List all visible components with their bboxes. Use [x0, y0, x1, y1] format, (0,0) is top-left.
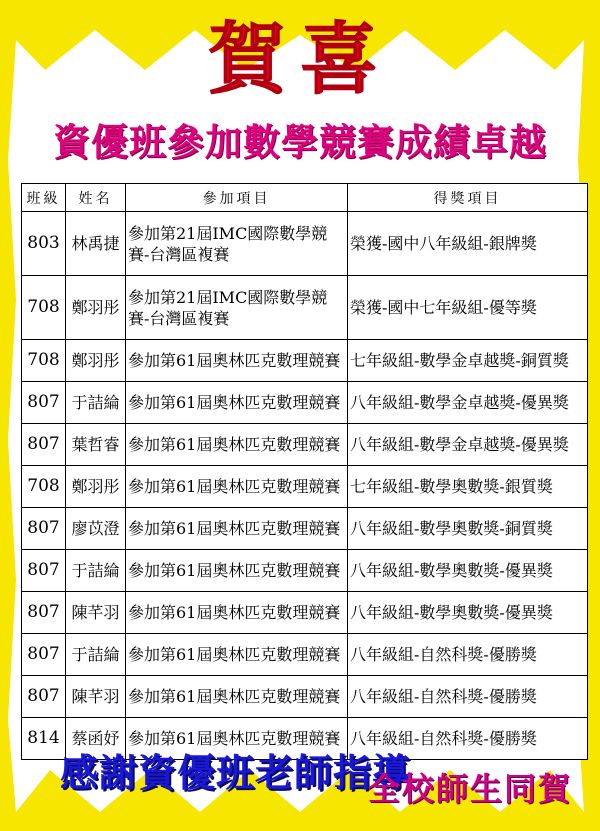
cell-award: 八年級組-自然科獎-優勝獎: [348, 718, 588, 760]
cell-name: 林禹捷: [66, 212, 126, 276]
header-award: 得獎項目: [348, 184, 588, 212]
cell-class: 814: [22, 718, 66, 760]
cell-award: 八年級組-數學金卓越獎-優異獎: [348, 382, 588, 424]
cell-event: 參加第61屆奧林匹克數理競賽: [126, 508, 348, 550]
cell-award: 榮獲-國中七年級組-優等獎: [348, 276, 588, 340]
cell-event: 參加第61屆奧林匹克數理競賽: [126, 424, 348, 466]
footer-congrats: 全校師生同賀: [368, 770, 573, 808]
cell-class: 807: [22, 508, 66, 550]
cell-event: 參加第61屆奧林匹克數理競賽: [126, 676, 348, 718]
cell-name: 陳芊羽: [66, 592, 126, 634]
cell-event: 參加第61屆奧林匹克數理競賽: [126, 634, 348, 676]
cell-award: 七年級組-數學奧數獎-銀質獎: [348, 466, 588, 508]
page-title: 賀喜: [207, 15, 392, 105]
table-row: [22, 276, 588, 340]
cell-class: 803: [22, 212, 66, 276]
table-row: [22, 466, 588, 508]
cell-award: 八年級組-數學奧數獎-銅質獎: [348, 508, 588, 550]
award-table: [21, 183, 588, 760]
table-row: [22, 212, 588, 276]
cell-class: 807: [22, 676, 66, 718]
cell-class: 807: [22, 382, 66, 424]
footer-thanks: 感謝資優班老師指導: [60, 751, 412, 795]
cell-name: 鄭羽彤: [66, 340, 126, 382]
cell-name: 于詰綸: [66, 634, 126, 676]
cell-name: 葉哲睿: [66, 424, 126, 466]
cell-event: 參加第61屆奧林匹克數理競賽: [126, 340, 348, 382]
cell-class: 807: [22, 592, 66, 634]
cell-name: 廖苡澄: [66, 508, 126, 550]
cell-class: 708: [22, 466, 66, 508]
cell-class: 807: [22, 424, 66, 466]
cell-class: 807: [22, 634, 66, 676]
table-row: [22, 676, 588, 718]
table-row: [22, 634, 588, 676]
cell-class: 708: [22, 276, 66, 340]
cell-name: 蔡函妤: [66, 718, 126, 760]
cell-name: 鄭羽彤: [66, 276, 126, 340]
table-row: [22, 340, 588, 382]
cell-event: 參加第61屆奧林匹克數理競賽: [126, 550, 348, 592]
cell-award: 八年級組-數學奧數獎-優異獎: [348, 592, 588, 634]
cell-award: 八年級組-自然科獎-優勝獎: [348, 634, 588, 676]
cell-name: 于詰綸: [66, 550, 126, 592]
cell-award: 七年級組-數學金卓越獎-銅質獎: [348, 340, 588, 382]
cell-award: 榮獲-國中八年級組-銀牌獎: [348, 212, 588, 276]
header-name: 姓名: [66, 184, 126, 212]
cell-award: 八年級組-數學金卓越獎-優異獎: [348, 424, 588, 466]
cell-event: 參加第21屆IMC國際數學競賽-台灣區複賽: [126, 276, 348, 340]
table-row: [22, 424, 588, 466]
cell-event: 參加第61屆奧林匹克數理競賽: [126, 592, 348, 634]
cell-award: 八年級組-自然科獎-優勝獎: [348, 676, 588, 718]
header-class: 班級: [22, 184, 66, 212]
cell-event: 參加第21屆IMC國際數學競賽-台灣區複賽: [126, 212, 348, 276]
cell-award: 八年級組-數學奧數獎-優異獎: [348, 550, 588, 592]
page-subtitle: 資優班參加數學競賽成績卓越: [53, 120, 547, 164]
table-row: [22, 508, 588, 550]
cell-name: 于詰綸: [66, 382, 126, 424]
table-row: [22, 382, 588, 424]
table-row: [22, 550, 588, 592]
cell-event: 參加第61屆奧林匹克數理競賽: [126, 382, 348, 424]
cell-class: 708: [22, 340, 66, 382]
table-header-row: [22, 184, 588, 212]
cell-class: 807: [22, 550, 66, 592]
cell-name: 鄭羽彤: [66, 466, 126, 508]
header-event: 參加項目: [126, 184, 348, 212]
table-row: [22, 592, 588, 634]
cell-name: 陳芊羽: [66, 676, 126, 718]
cell-event: 參加第61屆奧林匹克數理競賽: [126, 718, 348, 760]
cell-event: 參加第61屆奧林匹克數理競賽: [126, 466, 348, 508]
